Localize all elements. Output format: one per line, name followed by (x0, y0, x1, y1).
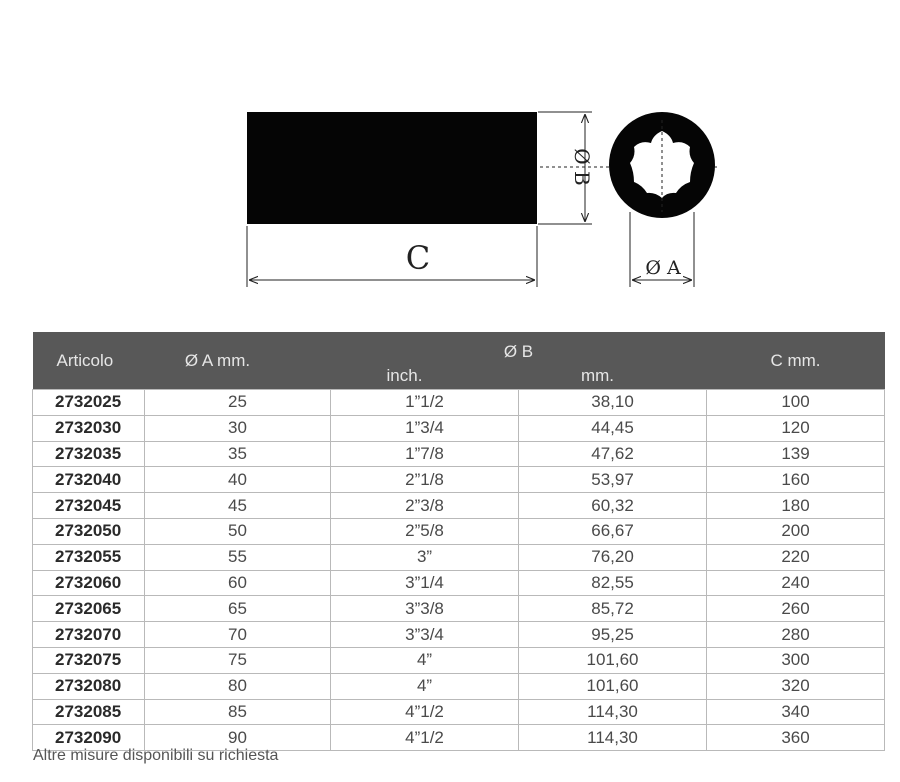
cell-b-mm: 101,60 (519, 673, 707, 699)
cell-b-inch: 4”1/2 (331, 725, 519, 751)
cell-b-mm: 82,55 (519, 570, 707, 596)
header-articolo: Articolo (33, 332, 145, 390)
cell-c-mm: 320 (707, 673, 885, 699)
cell-c-mm: 120 (707, 415, 885, 441)
cell-c-mm: 180 (707, 493, 885, 519)
cell-articolo: 2732045 (33, 493, 145, 519)
table-row (33, 570, 885, 596)
cell-b-mm: 101,60 (519, 647, 707, 673)
cell-b-inch: 1”1/2 (331, 390, 519, 416)
cell-b-inch: 4” (331, 647, 519, 673)
cell-c-mm: 160 (707, 467, 885, 493)
cell-b-inch: 4” (331, 673, 519, 699)
cell-a-mm: 70 (145, 622, 331, 648)
c-dimension-label: C (405, 239, 431, 277)
cell-b-mm: 53,97 (519, 467, 707, 493)
cell-articolo: 2732055 (33, 544, 145, 570)
cell-b-mm: 114,30 (519, 699, 707, 725)
cell-c-mm: 240 (707, 570, 885, 596)
cell-b-inch: 2”3/8 (331, 493, 519, 519)
cell-b-mm: 114,30 (519, 725, 707, 751)
cell-articolo: 2732040 (33, 467, 145, 493)
cell-b-mm: 85,72 (519, 596, 707, 622)
cell-a-mm: 75 (145, 647, 331, 673)
technical-drawing (0, 0, 900, 320)
a-dimension-label: Ø A (645, 257, 681, 279)
table-row (33, 441, 885, 467)
cell-b-mm: 60,32 (519, 493, 707, 519)
cell-b-mm: 66,67 (519, 518, 707, 544)
header-b-inch: inch. (331, 362, 519, 390)
cell-a-mm: 90 (145, 725, 331, 751)
table-row (33, 467, 885, 493)
cell-c-mm: 200 (707, 518, 885, 544)
cell-articolo: 2732075 (33, 647, 145, 673)
cell-a-mm: 65 (145, 596, 331, 622)
cell-c-mm: 340 (707, 699, 885, 725)
cell-a-mm: 35 (145, 441, 331, 467)
table-row (33, 647, 885, 673)
cell-c-mm: 139 (707, 441, 885, 467)
cell-articolo: 2732035 (33, 441, 145, 467)
cell-a-mm: 30 (145, 415, 331, 441)
header-c-mm: C mm. (707, 332, 885, 390)
cell-b-mm: 95,25 (519, 622, 707, 648)
spec-table (32, 332, 885, 751)
header-b-group: Ø B (331, 332, 707, 362)
cell-b-inch: 1”7/8 (331, 441, 519, 467)
table-row (33, 415, 885, 441)
cell-a-mm: 40 (145, 467, 331, 493)
header-b-mm: mm. (519, 362, 707, 390)
cell-c-mm: 280 (707, 622, 885, 648)
table-body (33, 390, 885, 751)
cell-b-mm: 47,62 (519, 441, 707, 467)
table-row (33, 493, 885, 519)
cell-a-mm: 50 (145, 518, 331, 544)
cell-articolo: 2732030 (33, 415, 145, 441)
cell-b-mm: 76,20 (519, 544, 707, 570)
cell-b-inch: 2”5/8 (331, 518, 519, 544)
table-row (33, 622, 885, 648)
header-a-mm: Ø A mm. (145, 332, 331, 390)
cell-a-mm: 60 (145, 570, 331, 596)
table-row (33, 596, 885, 622)
cell-articolo: 2732025 (33, 390, 145, 416)
cell-c-mm: 100 (707, 390, 885, 416)
cell-c-mm: 260 (707, 596, 885, 622)
tube-end-view (609, 112, 715, 218)
cell-articolo: 2732060 (33, 570, 145, 596)
cell-b-inch: 3” (331, 544, 519, 570)
cell-b-inch: 1”3/4 (331, 415, 519, 441)
cell-b-inch: 3”3/8 (331, 596, 519, 622)
table-row (33, 673, 885, 699)
cell-a-mm: 25 (145, 390, 331, 416)
table-header (33, 332, 885, 390)
table-row (33, 544, 885, 570)
cell-a-mm: 45 (145, 493, 331, 519)
cell-articolo: 2732050 (33, 518, 145, 544)
cell-a-mm: 85 (145, 699, 331, 725)
cell-a-mm: 80 (145, 673, 331, 699)
cell-b-mm: 38,10 (519, 390, 707, 416)
footnote: Altre misure disponibili su richiesta (33, 747, 279, 764)
cell-b-inch: 2”1/8 (331, 467, 519, 493)
cell-b-inch: 4”1/2 (331, 699, 519, 725)
table-row (33, 518, 885, 544)
table-row (33, 390, 885, 416)
cell-c-mm: 360 (707, 725, 885, 751)
cell-articolo: 2732070 (33, 622, 145, 648)
cell-c-mm: 220 (707, 544, 885, 570)
table-row (33, 699, 885, 725)
cell-b-inch: 3”1/4 (331, 570, 519, 596)
cell-articolo: 2732080 (33, 673, 145, 699)
cell-articolo: 2732065 (33, 596, 145, 622)
cell-c-mm: 300 (707, 647, 885, 673)
cell-articolo: 2732090 (33, 725, 145, 751)
tube-side-view (247, 112, 537, 224)
cell-b-inch: 3”3/4 (331, 622, 519, 648)
cell-articolo: 2732085 (33, 699, 145, 725)
b-dimension-label: Ø B (570, 148, 594, 186)
cell-b-mm: 44,45 (519, 415, 707, 441)
cell-a-mm: 55 (145, 544, 331, 570)
